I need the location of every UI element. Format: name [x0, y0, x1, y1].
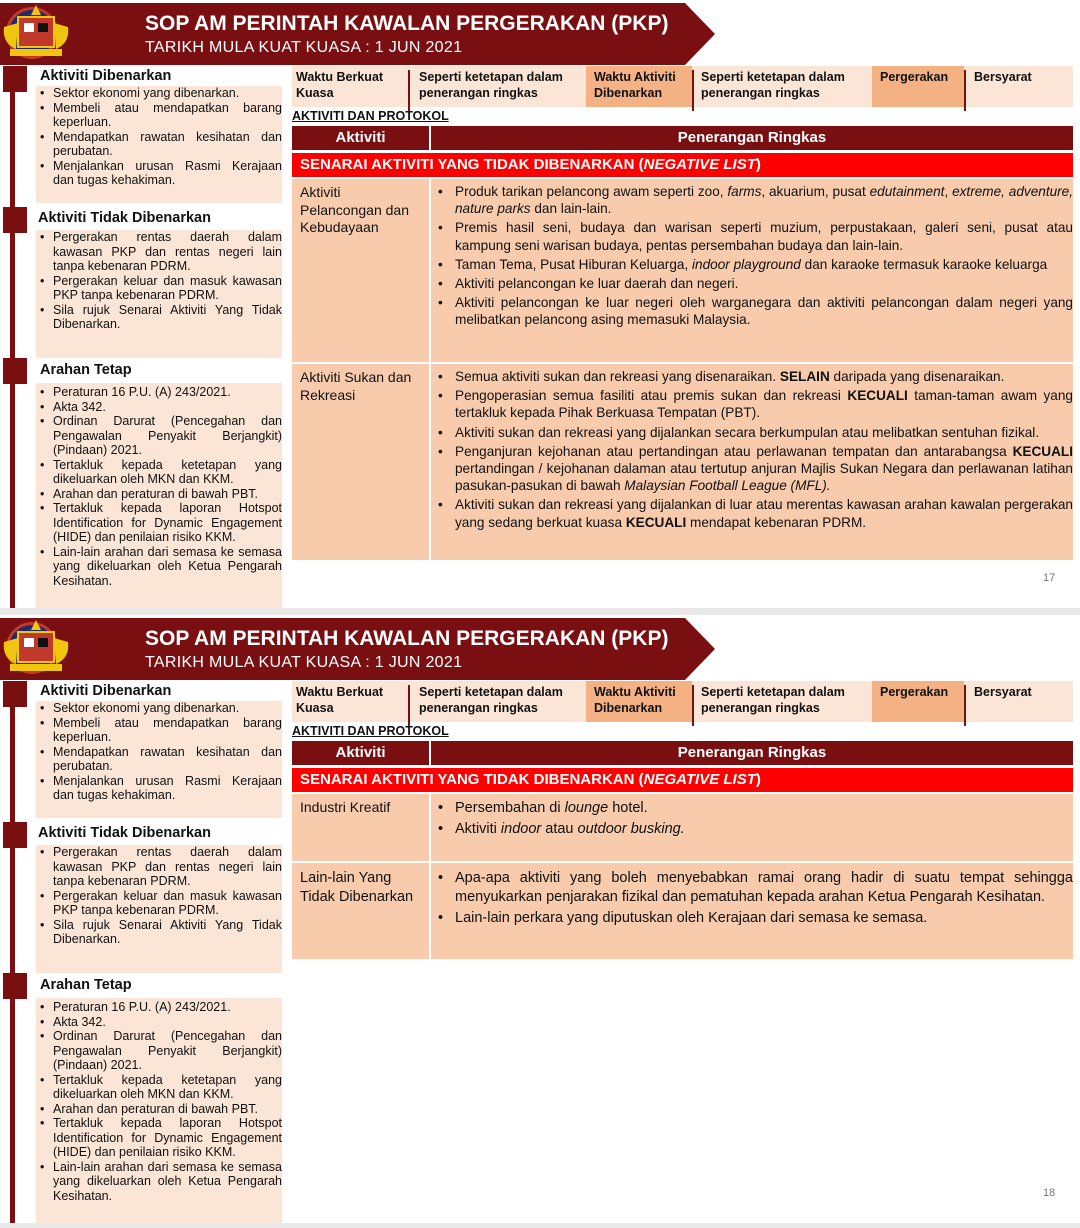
activity-name: Aktiviti Sukan dan Rekreasi — [300, 369, 412, 403]
list-item: • Pengoperasian semua fasiliti atau premis sukan dan rekreasi KECUALI taman-taman awam yang tertakluk kepada Pihak Berkuasa Tempatan (PBT). — [455, 387, 1073, 421]
divider — [408, 70, 410, 111]
timeline-marker — [3, 822, 27, 848]
list-item: • Lain-lain arahan dari semasa ke semasa yang dikeluarkan oleh Ketua Pengarah Kesihatan. — [53, 545, 282, 589]
activity-name: Lain-lain Yang Tidak Dibenarkan — [300, 870, 414, 905]
list-item: • Semua aktiviti sukan dan rekreasi yang disenaraikan. SELAIN daripada yang disenaraikan. — [455, 368, 1073, 385]
timeline-bar — [10, 681, 15, 1223]
divider — [692, 685, 694, 726]
page-number: 18 — [1043, 1187, 1056, 1199]
divider — [408, 685, 410, 726]
list-item: • Ordinan Darurat (Pencegahan dan Pengawalan Penyakit Berjangkit) (Pindaan) 2021. — [53, 1029, 282, 1073]
list-item: • Pergerakan keluar dan masuk kawasan PKP tanpa kebenaran PDRM. — [53, 889, 282, 918]
list-item: • Tertakluk kepada laporan Hotspot Identification for Dynamic Engagement (HIDE) dan penilaian risiko KKM. — [53, 501, 282, 545]
list-item: • Premis hasil seni, budaya dan warisan seperti muzium, perpustakaan, galeri seni, pusat atau kampung seni warisan budaya, pentas persembahan budaya dan lain-lain. — [455, 219, 1073, 253]
list-item: • Lain-lain arahan dari semasa ke semasa yang dikeluarkan oleh Ketua Pengarah Kesihatan. — [53, 1160, 282, 1204]
waktu-berkuat-value: Seperti ketetapan dalam penerangan ringkas — [419, 685, 563, 715]
timeline-marker — [3, 207, 27, 233]
activity-name: Industri Kreatif — [300, 799, 391, 815]
slide-header — [0, 3, 715, 65]
list-item: • Penganjuran kejohanan atau pertandingan atau perlawanan tempatan dan antarabangsa KECUALI pertandingan / kejohanan dalaman atau tertutup anjuran Majlis Sukan Negara dan perlawanan latihan pasukan-pasukan di bawah Malaysian Football League (MFL). — [455, 443, 1073, 495]
list-item: • Lain-lain perkara yang diputuskan oleh Kerajaan dari semasa ke semasa. — [455, 909, 1073, 928]
not-allowed-list — [36, 845, 282, 973]
negative-list-suffix: ) — [755, 156, 761, 173]
slide-17 — [0, 0, 1080, 608]
list-item: • Sektor ekonomi yang dibenarkan. — [53, 86, 282, 101]
list-item: • Tertakluk kepada laporan Hotspot Identification for Dynamic Engagement (HIDE) dan penilaian risiko KKM. — [53, 1116, 282, 1160]
activity-name: Aktiviti Pelancongan dan Kebudayaan — [300, 184, 409, 235]
list-item: • Ordinan Darurat (Pencegahan dan Pengawalan Penyakit Berjangkit) (Pindaan) 2021. — [53, 414, 282, 458]
list-item: • Menjalankan urusan Rasmi Kerajaan dan tugas kehakiman. — [53, 159, 282, 188]
list-item: • Akta 342. — [53, 400, 282, 415]
protocol-title: AKTIVITI DAN PROTOKOL — [292, 724, 449, 738]
list-item: • Produk tarikan pelancong awam seperti zoo, farms, akuarium, pusat edutainment, extreme, adventure, nature parks dan lain-lain. — [455, 183, 1073, 217]
negative-list-italic: NEGATIVE LIST — [643, 156, 756, 173]
waktu-aktiviti-label: Waktu Aktiviti Dibenarkan — [594, 685, 676, 715]
list-item: • Mendapatkan rawatan kesihatan dan perubatan. — [53, 130, 282, 159]
waktu-berkuat-label: Waktu Berkuat Kuasa — [296, 70, 384, 100]
negative-list-banner — [292, 153, 1073, 177]
description-cell — [431, 863, 1073, 959]
effective-date: TARIKH MULA KUAT KUASA : 1 JUN 2021 — [145, 654, 463, 671]
standing-list — [36, 383, 282, 608]
list-item: • Taman Tema, Pusat Hiburan Keluarga, indoor playground dan karaoke termasuk karaoke keluarga — [455, 256, 1073, 273]
col-header-activity: Aktiviti — [292, 741, 429, 765]
pergerakan-value: Bersyarat — [974, 70, 1032, 84]
list-item: • Pergerakan rentas daerah dalam kawasan PKP dan rentas negeri lain tanpa kebenaran PDRM. — [53, 230, 282, 274]
coat-of-arms-icon — [0, 618, 72, 674]
activity-cell — [292, 179, 429, 362]
list-item: • Tertakluk kepada ketetapan yang dikeluarkan oleh MKN dan KKM. — [53, 458, 282, 487]
col-header-description: Penerangan Ringkas — [431, 126, 1073, 150]
list-item: • Peraturan 16 P.U. (A) 243/2021. — [53, 1000, 282, 1015]
page-number: 17 — [1043, 572, 1056, 584]
pergerakan-label: Pergerakan — [880, 685, 949, 699]
allowed-title: Aktiviti Dibenarkan — [40, 68, 172, 84]
not-allowed-title: Aktiviti Tidak Dibenarkan — [38, 825, 211, 841]
info-bar — [292, 681, 1073, 722]
description-cell — [431, 179, 1073, 362]
timeline-marker — [3, 358, 27, 384]
activity-cell — [292, 794, 429, 861]
timeline-marker — [3, 973, 27, 999]
info-bar — [292, 66, 1073, 107]
effective-date: TARIKH MULA KUAT KUASA : 1 JUN 2021 — [145, 39, 463, 56]
list-item: • Aktiviti sukan dan rekreasi yang dijalankan secara berkumpulan atau melibatkan sentuhan fizikal. — [455, 424, 1073, 441]
pergerakan-label: Pergerakan — [880, 70, 949, 84]
list-item: • Menjalankan urusan Rasmi Kerajaan dan tugas kehakiman. — [53, 774, 282, 803]
negative-list-prefix: SENARAI AKTIVITI YANG TIDAK DIBENARKAN ( — [300, 771, 644, 788]
list-item: • Tertakluk kepada ketetapan yang dikeluarkan oleh MKN dan KKM. — [53, 1073, 282, 1102]
list-item: • Akta 342. — [53, 1015, 282, 1030]
list-item: • Aktiviti indoor atau outdoor busking. — [455, 820, 1073, 839]
list-item: • Apa-apa aktiviti yang boleh menyebabkan ramai orang hadir di suatu tempat sehingga menyukarkan penjarakan fizikal dan pematuhan kepada arahan Ketua Pengarah Kesihatan. — [455, 869, 1073, 907]
page-title: SOP AM PERINTAH KAWALAN PERGERAKAN (PKP) — [145, 12, 669, 35]
waktu-aktiviti-label: Waktu Aktiviti Dibenarkan — [594, 70, 676, 100]
negative-list-prefix: SENARAI AKTIVITI YANG TIDAK DIBENARKAN ( — [300, 156, 644, 173]
standing-title: Arahan Tetap — [40, 362, 132, 378]
list-item: • Aktiviti sukan dan rekreasi yang dijalankan di luar atau merentas kawasan arahan kawalan pergerakan yang sedang berkuat kuasa KECUALI mendapat kebenaran PDRM. — [455, 496, 1073, 530]
waktu-aktiviti-value: Seperti ketetapan dalam penerangan ringkas — [701, 70, 845, 100]
list-item: • Sila rujuk Senarai Aktiviti Yang Tidak Dibenarkan. — [53, 303, 282, 332]
page-title: SOP AM PERINTAH KAWALAN PERGERAKAN (PKP) — [145, 627, 669, 650]
allowed-title: Aktiviti Dibenarkan — [40, 683, 172, 699]
slide-18 — [0, 615, 1080, 1223]
timeline-marker — [3, 66, 27, 92]
protocol-title: AKTIVITI DAN PROTOKOL — [292, 109, 449, 123]
coat-of-arms-icon — [0, 3, 72, 59]
list-item: • Sila rujuk Senarai Aktiviti Yang Tidak Dibenarkan. — [53, 918, 282, 947]
list-item: • Pergerakan keluar dan masuk kawasan PKP tanpa kebenaran PDRM. — [53, 274, 282, 303]
not-allowed-title: Aktiviti Tidak Dibenarkan — [38, 210, 211, 226]
not-allowed-list — [36, 230, 282, 358]
waktu-berkuat-label: Waktu Berkuat Kuasa — [296, 685, 384, 715]
timeline-marker — [3, 681, 27, 707]
col-header-activity: Aktiviti — [292, 126, 429, 150]
activity-cell — [292, 863, 429, 959]
negative-list-banner — [292, 768, 1073, 792]
allowed-list — [36, 86, 282, 203]
waktu-berkuat-value: Seperti ketetapan dalam penerangan ringkas — [419, 70, 563, 100]
list-item: • Membeli atau mendapatkan barang keperluan. — [53, 716, 282, 745]
negative-list-italic: NEGATIVE LIST — [643, 771, 756, 788]
standing-title: Arahan Tetap — [40, 977, 132, 993]
list-item: • Aktiviti pelancongan ke luar negeri oleh warganegara dan aktiviti pelancongan dalam negeri yang melibatkan pelancong asing memasuki Malaysia. — [455, 294, 1073, 328]
list-item: • Peraturan 16 P.U. (A) 243/2021. — [53, 385, 282, 400]
divider — [964, 685, 966, 726]
list-item: • Arahan dan peraturan di bawah PBT. — [53, 487, 282, 502]
description-cell — [431, 794, 1073, 861]
pergerakan-value: Bersyarat — [974, 685, 1032, 699]
description-cell — [431, 364, 1073, 560]
list-item: • Mendapatkan rawatan kesihatan dan perubatan. — [53, 745, 282, 774]
activity-cell — [292, 364, 429, 560]
divider — [692, 70, 694, 111]
list-item: • Pergerakan rentas daerah dalam kawasan PKP dan rentas negeri lain tanpa kebenaran PDRM. — [53, 845, 282, 889]
divider — [964, 70, 966, 111]
slide-header — [0, 618, 715, 680]
list-item: • Arahan dan peraturan di bawah PBT. — [53, 1102, 282, 1117]
allowed-list — [36, 701, 282, 818]
list-item: • Aktiviti pelancongan ke luar daerah dan negeri. — [455, 275, 1073, 292]
list-item: • Persembahan di lounge hotel. — [455, 799, 1073, 818]
list-item: • Sektor ekonomi yang dibenarkan. — [53, 701, 282, 716]
negative-list-suffix: ) — [755, 771, 761, 788]
col-header-description: Penerangan Ringkas — [431, 741, 1073, 765]
waktu-aktiviti-value: Seperti ketetapan dalam penerangan ringkas — [701, 685, 845, 715]
standing-list — [36, 998, 282, 1223]
list-item: • Membeli atau mendapatkan barang keperluan. — [53, 101, 282, 130]
timeline-bar — [10, 66, 15, 608]
